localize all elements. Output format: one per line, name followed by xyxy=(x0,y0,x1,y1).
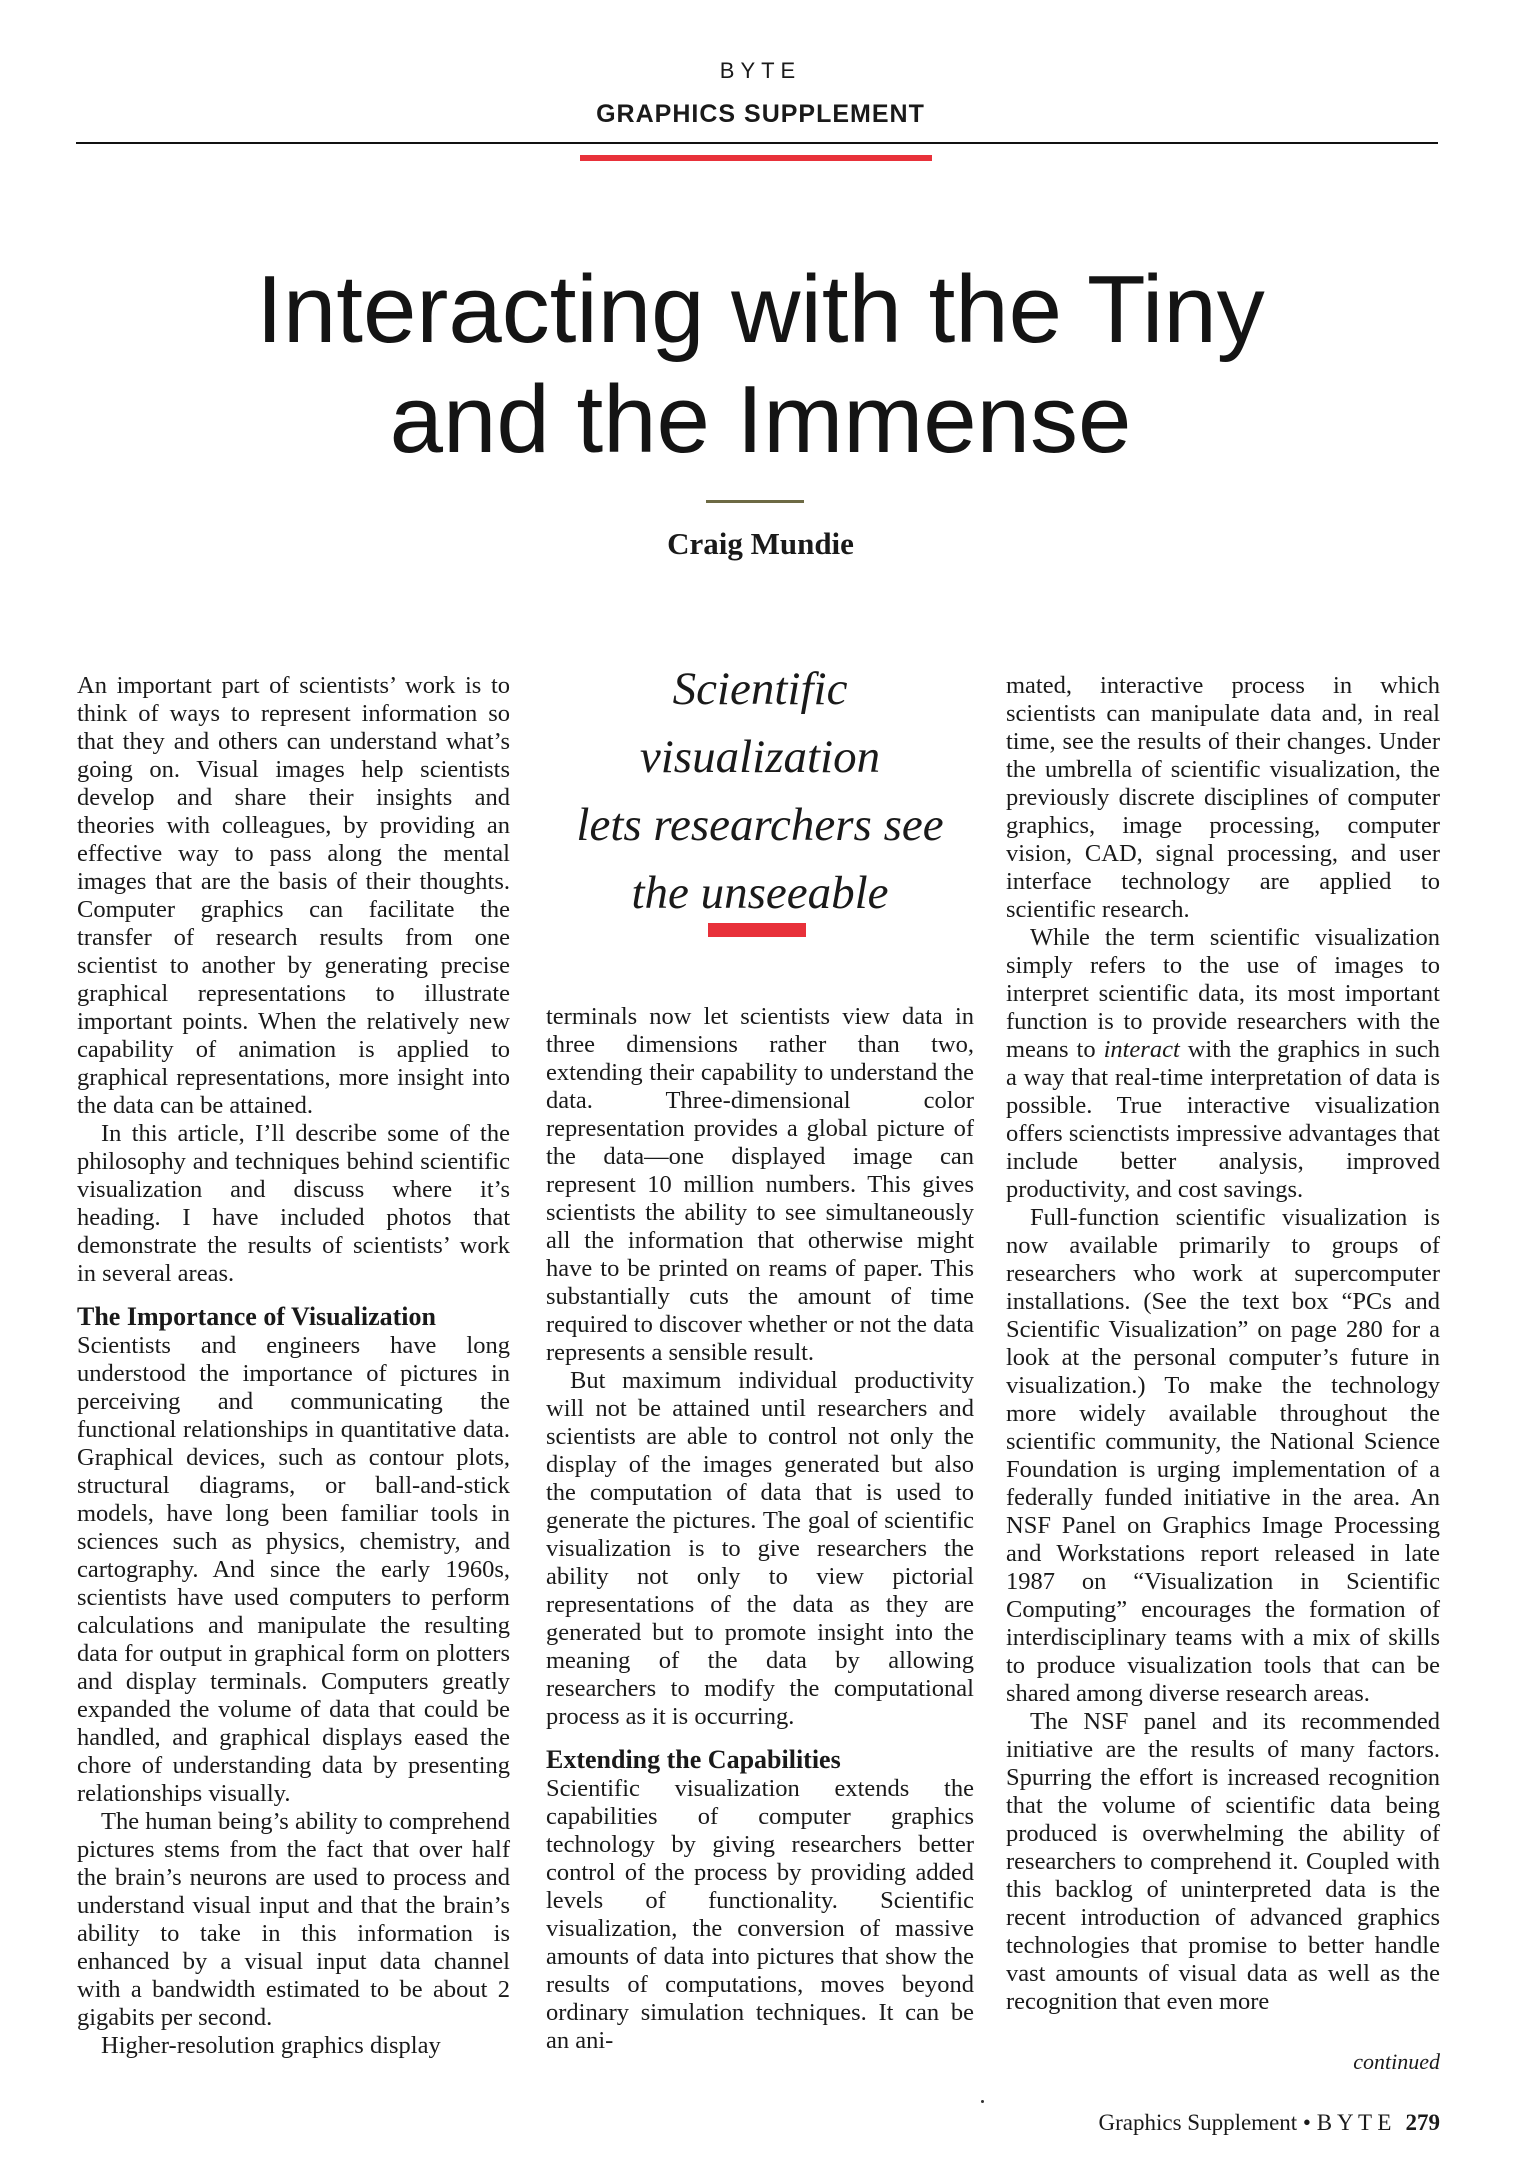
header-rule xyxy=(76,142,1438,144)
title-line-1: Interacting with the Tiny xyxy=(256,256,1265,363)
paragraph: terminals now let scientists view data in three dimensions rather than two, extending their capability to understand the data. Three-dimensional color representation provides a global picture of the data—one displayed image can represent 10 million numbers. This gives scientists the ability to see simultaneously all the information that otherwise might have to be printed on reams of paper. This substantially cuts the amount of time required to discover whether or not the data represents a sensible result. xyxy=(546,1003,974,1366)
page-number: 279 xyxy=(1405,2110,1440,2135)
column-1 xyxy=(77,672,510,2060)
pull-quote-accent-bar xyxy=(708,923,806,937)
paragraph xyxy=(1006,924,1440,1204)
pull-quote xyxy=(540,655,980,927)
pull-quote-line: visualization xyxy=(639,731,881,783)
column-3 xyxy=(1006,672,1440,2016)
section-title: GRAPHICS SUPPLEMENT xyxy=(596,100,925,128)
print-speck xyxy=(981,2100,984,2103)
paragraph: Higher-resolution graphics display xyxy=(101,2032,441,2059)
page-footer xyxy=(900,2110,1440,2136)
pull-quote-line: the unseeable xyxy=(631,867,889,919)
paragraph: The NSF panel and its recommended initiative are the results of many factors. Spurring the effort is increased recognition that the volume of scientific data being produced is overwhelming the ability of researchers to comprehend it. Coupled with this backlog of uninterpreted data is the recent introduction of advanced graphics technologies that promise to better handle vast amounts of visual data as well as the recognition that even more xyxy=(1006,1708,1440,2015)
pull-quote-line: Scientific xyxy=(672,663,848,715)
article-title xyxy=(0,255,1521,475)
column-2 xyxy=(546,1003,974,2055)
section-heading: The Importance of Visualization xyxy=(77,1302,436,1331)
magazine-name: BYTE xyxy=(719,58,802,83)
section-heading: Extending the Capabilities xyxy=(546,1745,841,1774)
paragraph: In this article, I’ll describe some of the philosophy and techniques behind scientific visualization and discuss where it’s heading. I have included photos that demonstrate the results of scientists’ work in several areas. xyxy=(77,1120,510,1287)
paragraph: The human being’s ability to comprehend pictures stems from the fact that over half the brain’s neurons are used to process and understand visual input and that the brain’s ability to take in this information is enhanced by a visual input data channel with a bandwidth estimated to be about 2 gigabits per second. xyxy=(77,1808,510,2031)
paragraph: Scientific visualization extends the capabilities of computer graphics technology by giving researchers better control of the process by providing added levels of functionality. Scientific visualization, the conversion of massive amounts of data into pictures that show the results of computations, moves beyond ordinary simulation techniques. It can be an ani- xyxy=(546,1775,974,2054)
paragraph: But maximum individual productivity will not be attained until researchers and scientists are able to control not only the display of the images generated but also the computation of data that is used to generate the pictures. The goal of scientific visualization is to give researchers the ability not only to view pictorial representations of the data as they are generated but to promote insight into the meaning of the data by allowing researchers to modify the computational process as it is occurring. xyxy=(546,1367,974,1730)
emphasis-text: interact xyxy=(1103,1036,1180,1063)
author-byline: Craig Mundie xyxy=(667,526,854,561)
title-divider xyxy=(706,500,804,503)
paragraph: Full-function scientific visualization is now available primarily to groups of researchers who work at supercomputer installations. (See the text box “PCs and Scientific Visualization” on page 280 for a look at the personal computer’s future in visualization.) To make the technology more widely available throughout the scientific community, the National Science Foundation is urging implementation of a federally funded initiative in the area. An NSF Panel on Graphics Image Processing and Workstations report released in late 1987 on “Visualization in Scientific Computing” encourages the formation of interdisciplinary teams with a mix of skills to produce visualization tools that can be shared among diverse research areas. xyxy=(1006,1204,1440,1707)
header-accent-bar xyxy=(580,155,932,161)
text-run: with the graphics in such a way that real-time interpretation of data is possible. True interactive visualization offers scienctists impressive advantages that include better analysis, improved productivity, and cost savings. xyxy=(1006,1036,1440,1203)
footer-label: Graphics Supplement • B Y T E xyxy=(1098,2110,1392,2135)
paragraph: An important part of scientists’ work is to think of ways to represent information so that they and others can understand what’s going on. Visual images help scientists develop and share their insights and theories with colleagues, by providing an effective way to pass along the mental images that are the basis of their thoughts. Computer graphics can facilitate the transfer of research results from one scientist to another by generating precise graphical representations to illustrate important points. When the relatively new capability of animation is applied to graphical representations, more insight into the data can be attained. xyxy=(77,672,510,1119)
title-line-2: and the Immense xyxy=(389,366,1132,473)
continued-label: continued xyxy=(1353,2049,1440,2074)
paragraph: mated, interactive process in which scientists can manipulate data and, in real time, see the results of their changes. Under the umbrella of scientific visualization, the previously discrete disciplines of computer graphics, image processing, computer vision, CAD, signal processing, and user interface technology are applied to scientific research. xyxy=(1006,672,1440,923)
text-run: While the term scientific visualization simply refers to the use of images to interpret scientific data, its most important function is to provide researchers with the means to xyxy=(1006,924,1440,1063)
pull-quote-line: lets researchers see xyxy=(576,799,944,851)
paragraph: Scientists and engineers have long understood the importance of pictures in perceiving and communicating the functional relationships in quantitative data. Graphical devices, such as contour plots, structural diagrams, or ball-and-stick models, have long been familiar tools in sciences such as physics, chemistry, and cartography. And since the early 1960s, scientists have used computers to perform calculations and manipulate the resulting data for output in graphical form on plotters and display terminals. Computers greatly expanded the volume of data that could be handled, and graphical displays eased the chore of understanding data by presenting relationships visually. xyxy=(77,1332,510,1807)
